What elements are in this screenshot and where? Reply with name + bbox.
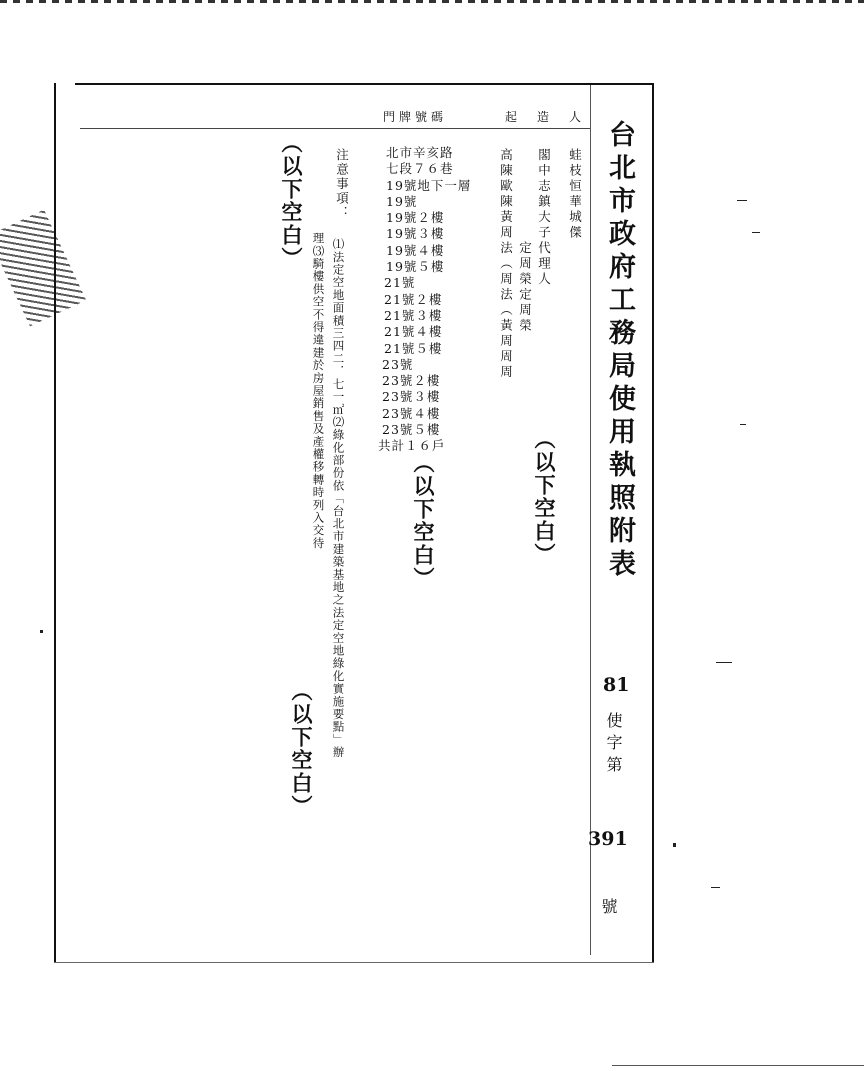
speck xyxy=(612,1065,864,1066)
address-line: 19號 xyxy=(386,193,418,209)
address-list xyxy=(378,145,478,455)
applicant-column-1: 蛙枝恒華城傑 xyxy=(567,148,583,241)
address-line: 23號４樓 xyxy=(382,405,441,421)
address-line: 21號 xyxy=(384,275,416,291)
address-line: 21號４樓 xyxy=(384,324,443,340)
blank-below-stamp-4: （以下空白） xyxy=(532,428,556,566)
header-address: 門牌號碼 xyxy=(383,110,448,124)
address-line: 19號５樓 xyxy=(386,259,445,275)
speck xyxy=(673,843,676,847)
permit-number-char: 使字第 xyxy=(604,712,623,778)
notes-heading: 注意事項： xyxy=(334,148,350,221)
address-line: 19號２樓 xyxy=(386,210,445,226)
frame-left-border xyxy=(54,83,56,963)
address-line: 23號 xyxy=(382,356,414,372)
address-line: 21號５樓 xyxy=(384,340,443,356)
address-total: 共計１６戶 xyxy=(378,438,446,454)
speck xyxy=(740,424,746,425)
address-line: 23號３樓 xyxy=(382,389,441,405)
notes-line-2: 理⑶騎樓供空不得違建於房屋銷售及產權移轉時列入交待 xyxy=(311,232,326,550)
seal-stamp-image xyxy=(0,210,86,327)
address-line: 21號３樓 xyxy=(384,307,443,323)
document-title: 台北市政府工務局使用執照附表 xyxy=(604,120,635,582)
applicant-column-3: 閣中志鎮大子代理人 xyxy=(536,148,552,288)
address-line: 19號３樓 xyxy=(386,226,445,242)
permit-number-prefix: 81 xyxy=(603,674,630,696)
speck xyxy=(711,887,720,888)
address-line: 19號４樓 xyxy=(386,242,445,258)
address-line: 19號地下一層 xyxy=(386,177,472,193)
permit-number-suffix: 號 xyxy=(599,898,618,920)
header-applicant: 起 造 人 xyxy=(505,110,586,124)
address-line: 23號５樓 xyxy=(382,422,441,438)
frame-right-border xyxy=(652,83,654,963)
header-divider xyxy=(80,128,590,129)
speck xyxy=(737,200,747,201)
blank-below-stamp-3: （以下空白） xyxy=(411,452,435,590)
applicant-column-5: 高陳歐陳黃周法（周法（黃周周周 xyxy=(498,148,514,381)
speck xyxy=(40,630,43,633)
blank-below-stamp-2: （以下空白） xyxy=(289,680,313,818)
scan-noise-top xyxy=(0,0,864,3)
address-line: 北市辛亥路 xyxy=(386,145,454,160)
frame-top-border xyxy=(75,83,653,85)
speck xyxy=(716,662,732,663)
title-column-divider xyxy=(590,85,591,955)
notes-line-1: ⑴法定空地面積三四二．七一㎡⑵綠化部份依「台北市建築基地之法定空地綠化實施要點」辦 xyxy=(331,238,346,759)
permit-number-value: 391 xyxy=(588,828,628,850)
address-line: 21號２樓 xyxy=(384,291,443,307)
frame-bottom-border xyxy=(54,962,654,963)
address-line: 23號２樓 xyxy=(382,373,441,389)
speck xyxy=(752,232,760,233)
blank-below-stamp-1: （以下空白） xyxy=(279,132,303,270)
applicant-column-6: 定周榮定周榮 xyxy=(517,148,533,334)
address-line: 七段７６巷 xyxy=(386,161,454,177)
